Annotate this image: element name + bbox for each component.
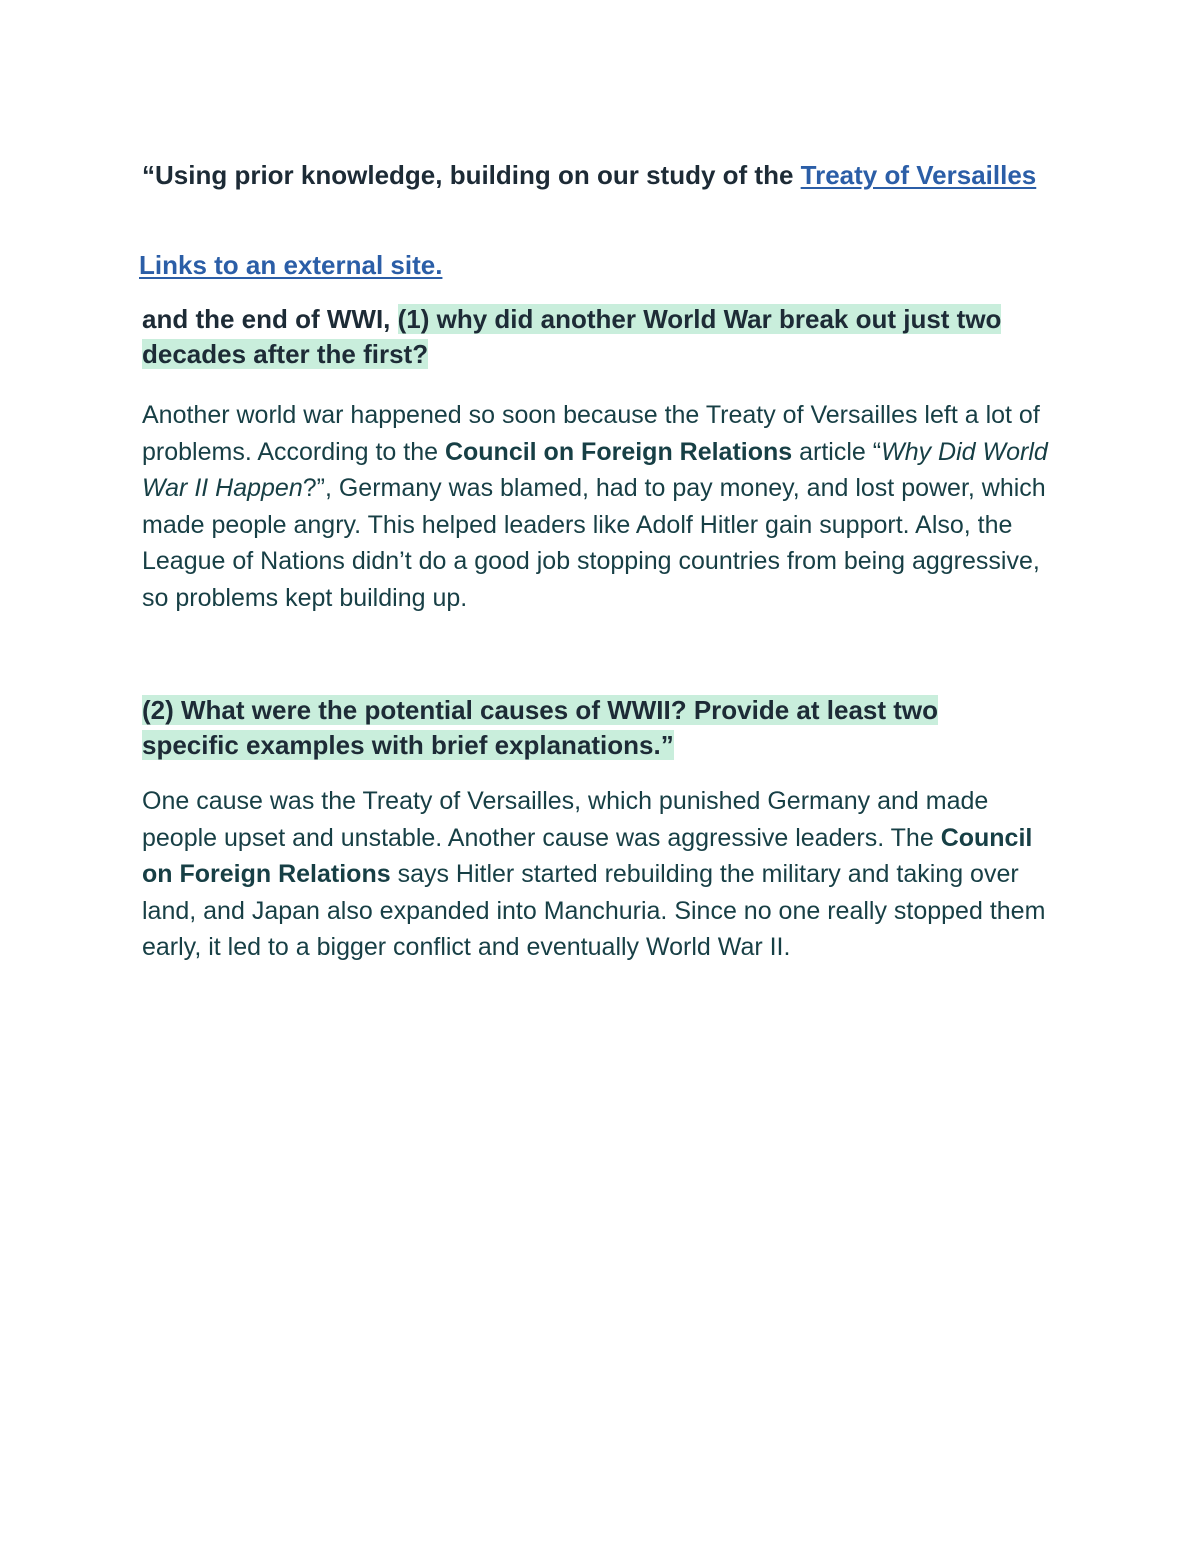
prompt-lead-text: Using prior knowledge, building on our study of the	[155, 160, 801, 190]
answer-1-part-3: , Germany was blamed, had to pay money, and lost power, which made people angry. This helped leaders like Adolf Hitler gain support. Also, the League of Nations didn’t do a good job stopping countries from being aggressive, so problems kept building up.	[142, 474, 1046, 612]
external-link-row	[139, 248, 1069, 283]
prompt-continuation: and the end of WWI,	[142, 304, 398, 334]
article-close-quote: ?”	[302, 474, 325, 502]
answer-1	[142, 397, 1072, 616]
question-1	[142, 302, 1072, 372]
article-title: Why Did World War II Happen	[142, 437, 1048, 502]
answer-1-part-2: article	[792, 437, 873, 466]
open-quote: “	[142, 160, 155, 190]
answer-2-part-2: says Hitler started rebuilding the military and taking over land, and Japan also expanded into Manchuria. Since no one really stopped them early, it led to a bigger conflict and eventually World War II.	[142, 860, 1046, 961]
external-site-link[interactable]: Links to an external site.	[139, 250, 443, 280]
answer-1-part-1: Another world war happened so soon because the Treaty of Versailles left a lot of problems. According to the	[142, 401, 1040, 466]
question-2-highlight: (2) What were the potential causes of WWII? Provide at least two specific examples with brief explanations.”	[142, 695, 939, 760]
answer-2-part-1: One cause was the Treaty of Versailles, which punished Germany and made people upset and unstable. Another cause was aggressive leaders. The	[142, 787, 989, 852]
answer-2	[142, 783, 1052, 966]
question-2	[142, 693, 1042, 763]
article-open-quote: “	[872, 437, 882, 466]
question-1-highlight: (1) why did another World War break out just two decades after the first?	[142, 304, 1002, 369]
prompt-intro	[142, 158, 1072, 193]
answer-1-source: Council on Foreign Relations	[444, 437, 793, 466]
treaty-of-versailles-link[interactable]: Treaty of Versailles	[800, 160, 1037, 190]
answer-2-source: Council on Foreign Relations	[142, 823, 1033, 888]
